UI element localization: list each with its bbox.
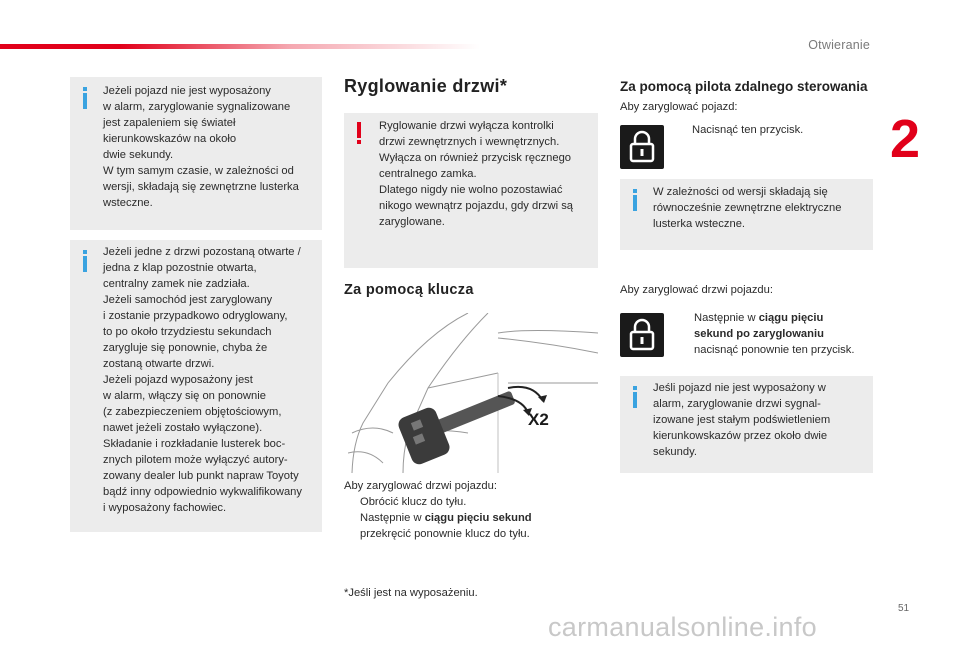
info-box-door-open bbox=[70, 240, 322, 532]
page-number: 51 bbox=[898, 603, 910, 614]
key-step-1-text: Obrócić klucz do tyłu. bbox=[360, 496, 467, 508]
footnote: *Jeśli jest na wyposażeniu. bbox=[344, 587, 478, 599]
key-intro: Aby zaryglować drzwi pojazdu: bbox=[344, 480, 497, 492]
text-line: Jeśli pojazd nie jest wyposażony w bbox=[653, 382, 826, 394]
text-line: zowany dealer lub punkt napraw Toyoty bbox=[103, 470, 299, 482]
key-in-door-illustration bbox=[348, 313, 598, 473]
remote-step-2 bbox=[694, 310, 874, 358]
text-line: zaryglowane. bbox=[379, 216, 445, 228]
warning-box-text bbox=[379, 118, 597, 230]
info-box-door-open-text bbox=[103, 244, 321, 516]
remote-step-2-prefix: Następnie w bbox=[694, 312, 759, 324]
info-icon bbox=[82, 250, 88, 272]
section-title: Otwieranie bbox=[808, 38, 870, 52]
header-accent-bar bbox=[0, 44, 480, 49]
text-line: bądź inny odpowiednio wykwalifikowany bbox=[103, 486, 302, 498]
text-line: centralny zamek nie zadziała. bbox=[103, 278, 250, 290]
remote-step-2-suffix: nacisnąć ponownie ten przycisk. bbox=[694, 344, 855, 356]
text-line: W tym samym czasie, w zależności od bbox=[103, 165, 294, 177]
key-step-2-prefix: Następnie w bbox=[360, 512, 425, 524]
text-line: kierunkowskazów przez około dwie bbox=[653, 430, 828, 442]
lock-button-icon bbox=[620, 125, 664, 169]
text-line: W zależności od wersji składają się bbox=[653, 186, 828, 198]
text-line: Jeżeli pojazd nie jest wyposażony bbox=[103, 85, 271, 97]
text-line: sekundy. bbox=[653, 446, 697, 458]
text-line: Składanie i rozkładanie lusterek boc- bbox=[103, 438, 286, 450]
text-line: zostaną otwarte drzwi. bbox=[103, 358, 215, 370]
text-line: Dlatego nigdy nie wolno pozostawiać bbox=[379, 184, 563, 196]
info-box-no-alarm-text bbox=[653, 380, 871, 460]
text-line: w alarm, włączy się on ponownie bbox=[103, 390, 266, 402]
key-step-1 bbox=[344, 494, 466, 510]
page-title: Ryglowanie drzwi* bbox=[344, 76, 508, 96]
text-line: (z zabezpieczeniem objętościowym, bbox=[103, 406, 282, 418]
text-line: i wyposażony fachowiec. bbox=[103, 502, 227, 514]
chapter-number: 2 bbox=[890, 109, 921, 169]
x2-label: X2 bbox=[528, 410, 549, 429]
text-line: centralnego zamka. bbox=[379, 168, 477, 180]
info-box-alarm-text bbox=[103, 83, 321, 211]
text-line: Jeżeli jedne z drzwi pozostaną otwarte / bbox=[103, 246, 301, 258]
text-line: i zostanie przypadkowo odryglowany, bbox=[103, 310, 288, 322]
text-line: równocześnie zewnętrzne elektryczne bbox=[653, 202, 842, 214]
remote-heading: Za pomocą pilota zdalnego sterowania bbox=[620, 79, 868, 94]
lock-button-icon bbox=[620, 313, 664, 357]
text-line: izowane jest stałym podświetleniem bbox=[653, 414, 831, 426]
text-line: Jeżeli samochód jest zaryglowany bbox=[103, 294, 273, 306]
text-line: to po około trzydziestu sekundach bbox=[103, 326, 272, 338]
text-line: Wyłącza on również przycisk ręcznego bbox=[379, 152, 572, 164]
info-box-mirrors-text bbox=[653, 184, 871, 232]
text-line: znych pilotem może wyłączyć autory- bbox=[103, 454, 288, 466]
text-line: jest zapaleniem się świateł bbox=[103, 117, 236, 129]
key-step-2-bold: ciągu pięciu sekund bbox=[424, 512, 532, 524]
text-line: kierunkowskazów na około bbox=[103, 133, 237, 145]
text-line: nikogo wewnątrz pojazdu, gdy drzwi są bbox=[379, 200, 574, 212]
text-line: wsteczne. bbox=[103, 197, 153, 209]
remote-intro-2 bbox=[620, 282, 773, 298]
key-step-2 bbox=[344, 510, 594, 542]
info-box-alarm bbox=[70, 77, 322, 230]
key-heading: Za pomocą klucza bbox=[344, 282, 474, 298]
text-line: drzwi zewnętrznych i wewnętrznych. bbox=[379, 136, 560, 148]
watermark: carmanualsonline.info bbox=[548, 612, 817, 642]
info-box-no-alarm bbox=[620, 376, 873, 473]
text-line: w alarm, zaryglowanie sygnalizowane bbox=[103, 101, 291, 113]
info-icon bbox=[82, 87, 88, 109]
text-line: nawet jeżeli zostało wyłączone). bbox=[103, 422, 263, 434]
text-line: alarm, zaryglowanie drzwi sygnal- bbox=[653, 398, 821, 410]
info-icon bbox=[632, 189, 638, 211]
text-line: Ryglowanie drzwi wyłącza kontrolki bbox=[379, 120, 554, 132]
warning-box bbox=[344, 113, 598, 268]
info-icon bbox=[632, 386, 638, 408]
text-line: Jeżeli pojazd wyposażony jest bbox=[103, 374, 253, 386]
text-line: wersji, składają się zewnętrzne lusterka bbox=[103, 181, 299, 193]
remote-step-1 bbox=[676, 122, 803, 138]
text-line: zarygluje się ponownie, chyba że bbox=[103, 342, 268, 354]
text-line: dwie sekundy. bbox=[103, 149, 174, 161]
remote-step-2-bold-1: ciągu pięciu bbox=[758, 312, 824, 324]
warning-icon bbox=[356, 122, 362, 144]
remote-intro-2-text: Aby zaryglować drzwi pojazdu: bbox=[620, 284, 773, 296]
remote-step-1-text: Nacisnąć ten przycisk. bbox=[692, 124, 804, 136]
info-box-mirrors bbox=[620, 179, 873, 250]
text-line: lusterka wsteczne. bbox=[653, 218, 746, 230]
remote-step-2-bold-2: sekund po zaryglowaniu bbox=[694, 328, 824, 340]
text-line: jedna z klap pozostnie otwarta, bbox=[103, 262, 257, 274]
key-step-2-suffix: przekręcić ponownie klucz do tyłu. bbox=[360, 528, 530, 540]
remote-intro: Aby zaryglować pojazd: bbox=[620, 101, 738, 113]
